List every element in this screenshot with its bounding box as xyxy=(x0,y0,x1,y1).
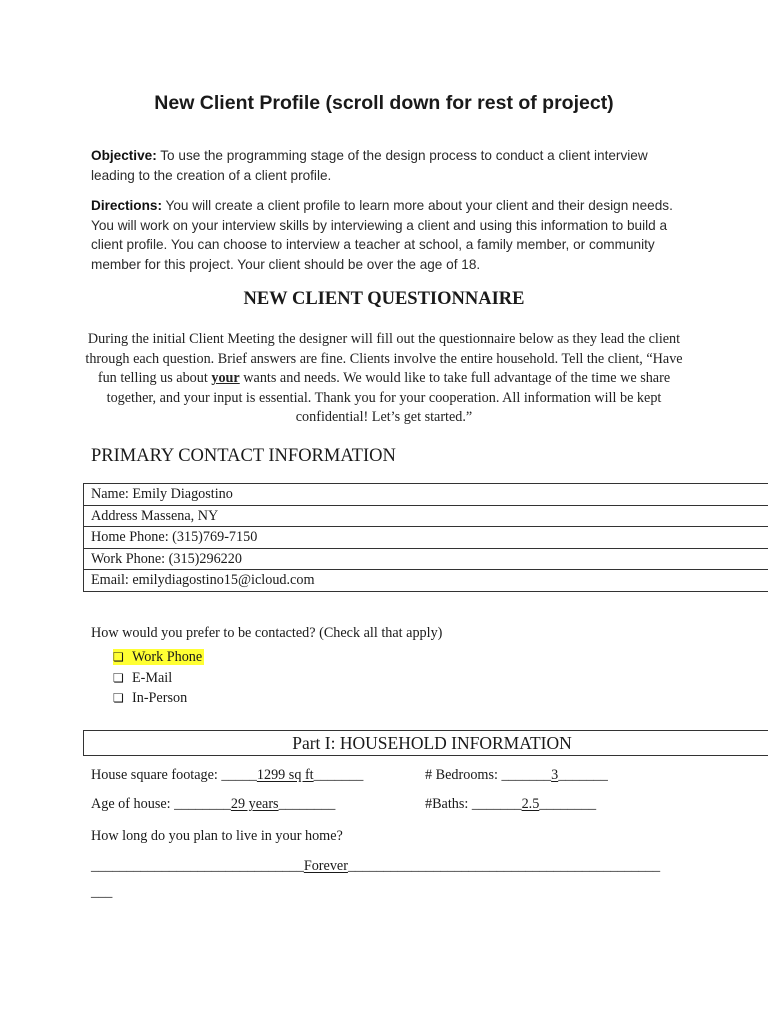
objective-text: To use the programming stage of the design process to conduct a client interview leading to the creation of a client profile. xyxy=(91,148,648,183)
option-label: E-Mail xyxy=(132,669,173,686)
field-label: Age of house: xyxy=(91,796,175,812)
contact-preference-question: How would you prefer to be contacted? (Check all that apply) xyxy=(91,625,443,641)
directions-label: Directions: xyxy=(91,198,163,213)
option-work-phone[interactable] xyxy=(113,647,204,668)
directions-text: You will create a client profile to learn more about your client and their design needs. You will work on your interview skills by interviewing a client and using this information to build a client profile. You can choose to interview a teacher at school, a family member, or community member for this project. Your client should be over the age of 18. xyxy=(91,198,673,272)
house-age-value: 29 years xyxy=(230,796,279,812)
answer-line-continuation: ___ xyxy=(91,884,113,900)
questionnaire-intro xyxy=(84,330,684,428)
square-footage-value: 1299 sq ft xyxy=(256,767,314,783)
blank-line: ______________________________ xyxy=(91,858,304,874)
questionnaire-heading: NEW CLIENT QUESTIONNAIRE xyxy=(243,289,525,309)
blank-line: ____________________________________________ xyxy=(347,858,661,874)
residency-duration-question: How long do you plan to live in your home? xyxy=(91,828,343,844)
contact-email-cell[interactable]: Email: emilydiagostino15@icloud.com xyxy=(84,570,768,592)
table-row xyxy=(84,527,768,549)
house-age-field[interactable] xyxy=(91,796,335,813)
bedrooms-field[interactable] xyxy=(425,767,608,784)
option-label: Work Phone xyxy=(132,649,203,665)
blank-line: ________ xyxy=(174,796,231,812)
contact-work-phone-cell[interactable]: Work Phone: (315)296220 xyxy=(84,548,768,570)
table-row xyxy=(84,548,768,570)
field-label: #Baths: xyxy=(425,796,472,812)
contact-address-cell[interactable]: Address Massena, NY xyxy=(84,505,768,527)
field-label: # Bedrooms: xyxy=(425,767,502,783)
table-row xyxy=(84,570,768,592)
contact-table xyxy=(83,483,768,592)
blank-line: ________ xyxy=(278,796,336,812)
option-email[interactable] xyxy=(113,668,204,689)
objective-paragraph xyxy=(91,146,691,185)
checkbox-icon[interactable]: ❏ xyxy=(113,650,124,664)
blank-line: _______ xyxy=(313,767,364,783)
contact-home-phone-cell[interactable]: Home Phone: (315)769-7150 xyxy=(84,527,768,549)
field-label: House square footage: xyxy=(91,767,222,783)
page-title: New Client Profile (scroll down for rest of project) xyxy=(154,92,614,114)
blank-line: ________ xyxy=(539,796,597,812)
household-section-heading: Part I: HOUSEHOLD INFORMATION xyxy=(83,730,768,756)
checkbox-icon[interactable]: ❏ xyxy=(113,670,124,685)
blank-line: _______ xyxy=(558,767,608,783)
table-row xyxy=(84,505,768,527)
checkbox-icon[interactable]: ❏ xyxy=(113,691,124,705)
contact-name-cell[interactable]: Name: Emily Diagostino xyxy=(84,484,768,506)
square-footage-field[interactable] xyxy=(91,767,363,784)
table-row xyxy=(84,484,768,506)
blank-line: _______ xyxy=(501,767,552,783)
directions-paragraph xyxy=(91,196,691,274)
intro-text-part1: During the initial Client Meeting the designer will fill out the questionnaire below as they lead the client through each question. Brief answers are fine. Clients involve the entire household. Tell the client, “Have fun telling us about xyxy=(85,331,683,387)
intro-emphasis: your xyxy=(211,370,240,387)
contact-section-heading: PRIMARY CONTACT INFORMATION xyxy=(91,446,396,466)
blank-line: _____ xyxy=(221,767,257,783)
baths-value: 2.5 xyxy=(521,796,540,812)
option-in-person[interactable] xyxy=(113,688,204,709)
contact-preference-list xyxy=(113,647,204,709)
objective-label: Objective: xyxy=(91,148,157,163)
baths-field[interactable] xyxy=(425,796,596,813)
bedrooms-value: 3 xyxy=(551,767,559,783)
residency-duration-answer[interactable] xyxy=(91,858,660,875)
blank-line: _______ xyxy=(471,796,522,812)
residency-duration-value: Forever xyxy=(303,858,348,874)
option-label: In-Person xyxy=(132,690,188,706)
intro-text-part2: wants and needs. We would like to take full advantage of the time we share together, and your input is essential. Thank you for your cooperation. All information will be kept confidential! Let’s get started.” xyxy=(106,370,671,426)
